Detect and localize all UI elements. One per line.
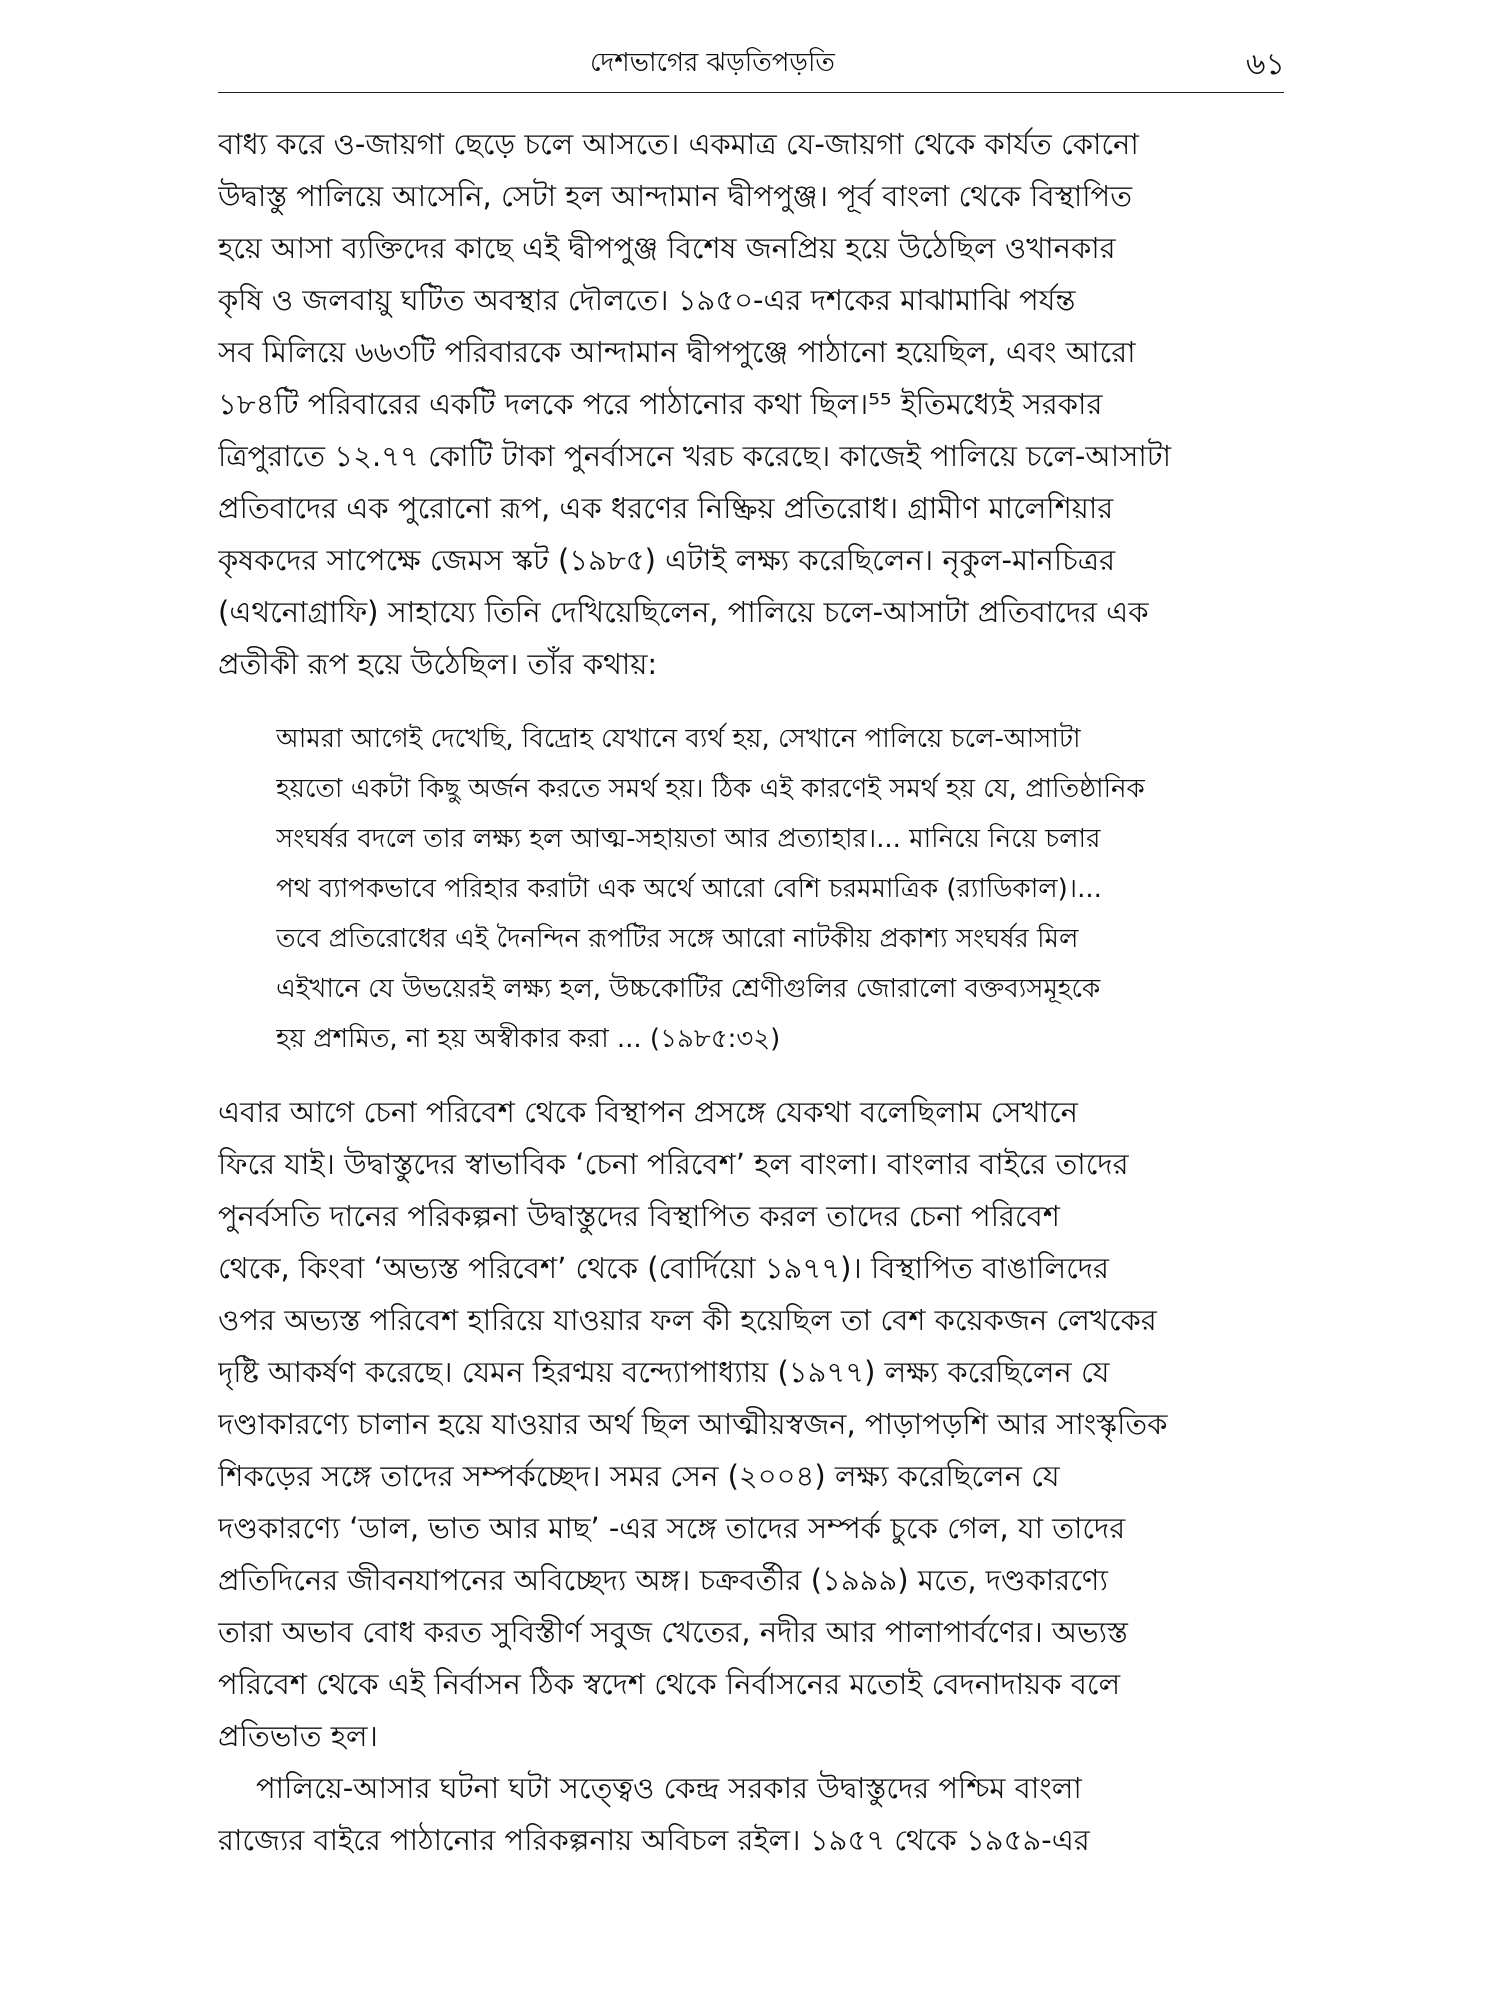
running-title: দেশভাগের ঝড়তিপড়তি	[590, 48, 835, 78]
paragraph-2	[218, 1086, 1284, 1762]
text-line: দৃষ্টি আকর্ষণ করেছে। যেমন হিরণ্ময় বন্দ্যোপাধ্যায় (১৯৭৭) লক্ষ্য করেছিলেন যে	[218, 1355, 1110, 1389]
quote-line: পথ ব্যাপকভাবে পরিহার করাটা এক অর্থে আরো বেশি চরমমাত্রিক (র‍্যাডিকাল)।...	[276, 874, 1102, 904]
quote-line: হয়তো একটা কিছু অর্জন করতে সমর্থ হয়। ঠিক এই কারণেই সমর্থ হয় যে, প্রাতিষ্ঠানিক	[276, 774, 1145, 804]
text-line: প্রতিভাত হল।	[218, 1719, 378, 1753]
paragraph-3	[218, 1762, 1284, 1866]
text-line: (এথনোগ্রাফি) সাহায্যে তিনি দেখিয়েছিলেন, পালিয়ে চলে-আসাটা প্রতিবাদের এক	[218, 595, 1149, 629]
text-line: ওপর অভ্যস্ত পরিবেশ হারিয়ে যাওয়ার ফল কী হয়েছিল তা বেশ কয়েকজন লেখকের	[218, 1303, 1157, 1337]
text-line: উদ্বাস্তু পালিয়ে আসেনি, সেটা হল আন্দামান দ্বীপপুঞ্জ। পূর্ব বাংলা থেকে বিস্থাপিত	[218, 179, 1132, 213]
text-line: পুনর্বসতি দানের পরিকল্পনা উদ্বাস্তুদের বিস্থাপিত করল তাদের চেনা পরিবেশ	[218, 1199, 1060, 1233]
page-number: ৬১	[1246, 47, 1285, 82]
text-line: ১৮৪টি পরিবারের একটি দলকে পরে পাঠানোর কথা ছিল।⁵⁵ ইতিমধ্যেই সরকার	[218, 387, 1103, 421]
block-quote	[276, 714, 1278, 1064]
text-line: প্রতিবাদের এক পুরোনো রূপ, এক ধরণের নিষ্ক্রিয় প্রতিরোধ। গ্রামীণ মালেশিয়ার	[218, 491, 1114, 525]
text-line: প্রতিদিনের জীবনযাপনের অবিচ্ছেদ্য অঙ্গ। চক্রবর্তীর (১৯৯৯) মতে, দণ্ডকারণ্যে	[218, 1563, 1108, 1597]
text-line: দণ্ডকারণ্যে ‘ডাল, ভাত আর মাছ’ -এর সঙ্গে তাদের সম্পর্ক চুকে গেল, যা তাদের	[218, 1511, 1126, 1545]
text-line: কৃষকদের সাপেক্ষে জেমস স্কট (১৯৮৫) এটাই লক্ষ্য করেছিলেন। নৃকুল-মানচিত্রর	[218, 543, 1116, 577]
text-line: পরিবেশ থেকে এই নির্বাসন ঠিক স্বদেশ থেকে নির্বাসনের মতোই বেদনাদায়ক বলে	[218, 1667, 1121, 1701]
text-line: সব মিলিয়ে ৬৬৩টি পরিবারকে আন্দামান দ্বীপপুঞ্জে পাঠানো হয়েছিল, এবং আরো	[218, 335, 1136, 369]
text-line: এবার আগে চেনা পরিবেশ থেকে বিস্থাপন প্রসঙ্গে যেকথা বলেছিলাম সেখানে	[218, 1095, 1078, 1129]
quote-line: সংঘর্ষর বদলে তার লক্ষ্য হল আত্ম-সহায়তা আর প্রত্যাহার।... মানিয়ে নিয়ে চলার	[276, 824, 1101, 854]
text-line: হয়ে আসা ব্যক্তিদের কাছে এই দ্বীপপুঞ্জ বিশেষ জনপ্রিয় হয়ে উঠেছিল ওখানকার	[218, 231, 1116, 265]
quote-line: তবে প্রতিরোধের এই দৈনন্দিন রূপটির সঙ্গে আরো নাটকীয় প্রকাশ্য সংঘর্ষর মিল	[276, 924, 1079, 954]
paragraph-1	[218, 118, 1284, 690]
text-line: রাজ্যের বাইরে পাঠানোর পরিকল্পনায় অবিচল রইল। ১৯৫৭ থেকে ১৯৫৯-এর	[218, 1823, 1090, 1857]
text-line: থেকে, কিংবা ‘অভ্যস্ত পরিবেশ’ থেকে (বোর্দিয়ো ১৯৭৭)। বিস্থাপিত বাঙালিদের	[218, 1251, 1109, 1285]
quote-line: এইখানে যে উভয়েরই লক্ষ্য হল, উচ্চকোটির শ্রেণীগুলির জোরালো বক্তব্যসমূহকে	[276, 974, 1101, 1004]
text-line: তারা অভাব বোধ করত সুবিস্তীর্ণ সবুজ খেতের, নদীর আর পালাপার্বণের। অভ্যস্ত	[218, 1615, 1128, 1649]
quote-line: আমরা আগেই দেখেছি, বিদ্রোহ যেখানে ব্যর্থ হয়, সেখানে পালিয়ে চলে-আসাটা	[276, 724, 1081, 754]
text-line: প্রতীকী রূপ হয়ে উঠেছিল। তাঁর কথায়:	[218, 647, 658, 681]
text-line: কৃষি ও জলবায়ু ঘটিত অবস্থার দৌলতে। ১৯৫০-এর দশকের মাঝামাঝি পর্যন্ত	[218, 283, 1076, 317]
text-line: শিকড়ের সঙ্গে তাদের সম্পর্কচ্ছেদ। সমর সেন (২০০৪) লক্ষ্য করেছিলেন যে	[218, 1459, 1060, 1493]
text-line: দণ্ডাকারণ্যে চালান হয়ে যাওয়ার অর্থ ছিল আত্মীয়স্বজন, পাড়াপড়শি আর সাংস্কৃতিক	[218, 1407, 1168, 1441]
running-header	[0, 38, 1500, 88]
header-rule	[218, 92, 1284, 93]
text-line: ত্রিপুরাতে ১২.৭৭ কোটি টাকা পুনর্বাসনে খরচ করেছে। কাজেই পালিয়ে চলে-আসাটা	[218, 439, 1172, 473]
text-line: ফিরে যাই। উদ্বাস্তুদের স্বাভাবিক ‘চেনা পরিবেশ’ হল বাংলা। বাংলার বাইরে তাদের	[218, 1147, 1129, 1181]
body-text	[218, 118, 1284, 1866]
quote-line: হয় প্রশমিত, না হয় অস্বীকার করা ... (১৯৮৫:৩২)	[276, 1024, 781, 1054]
text-line: বাধ্য করে ও-জায়গা ছেড়ে চলে আসতে। একমাত্র যে-জায়গা থেকে কার্যত কোনো	[218, 127, 1139, 161]
text-line: পালিয়ে-আসার ঘটনা ঘটা সত্ত্বেও কেন্দ্র সরকার উদ্বাস্তুদের পশ্চিম বাংলা	[256, 1771, 1082, 1805]
